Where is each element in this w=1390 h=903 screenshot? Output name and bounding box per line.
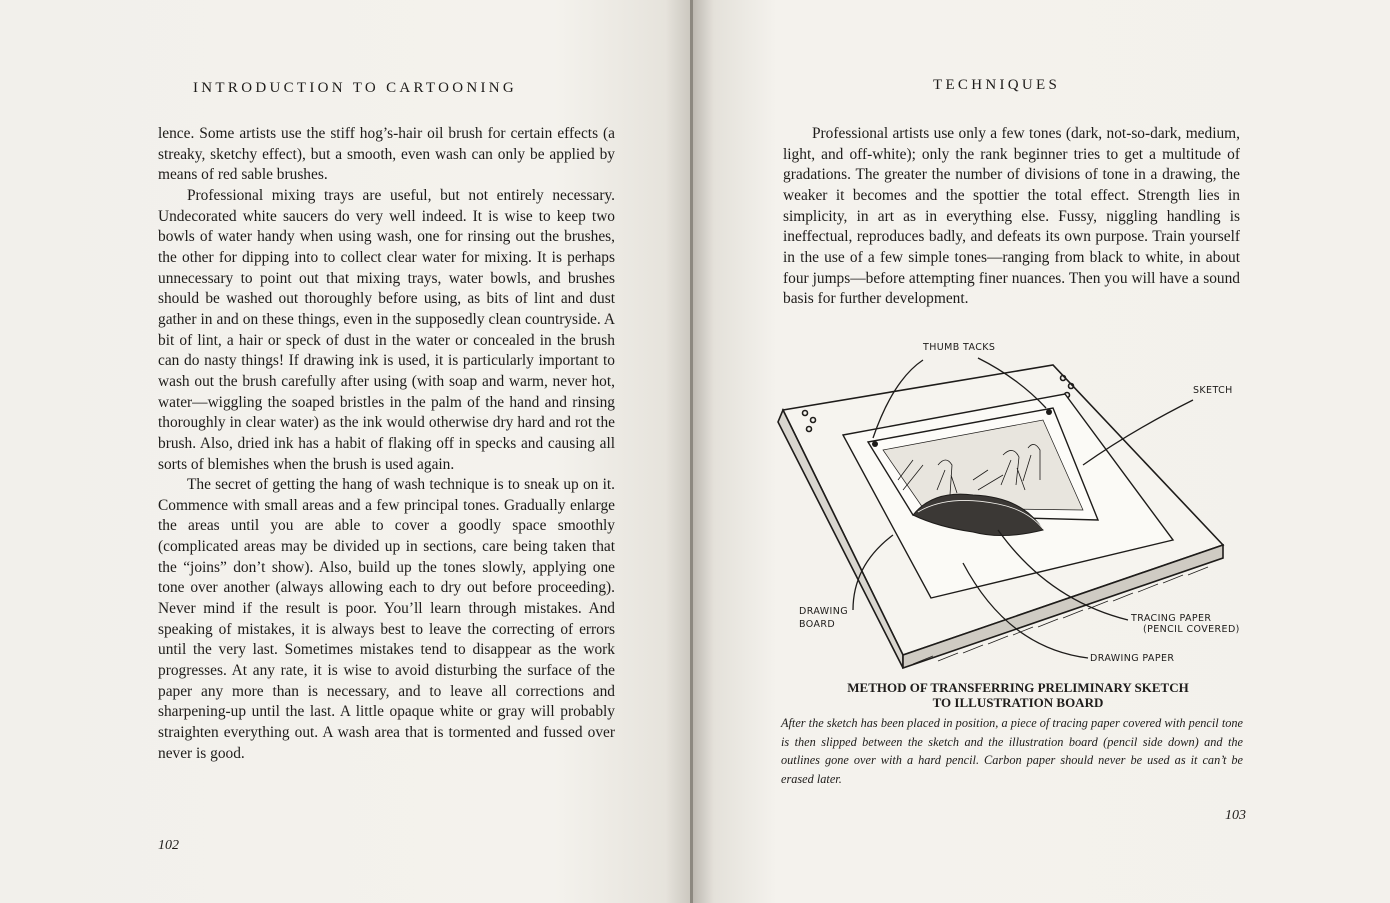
label-thumb-tacks: THUMB TACKS (923, 342, 996, 353)
label-drawing-board-line2: BOARD (799, 619, 836, 630)
illustration-drawing (773, 330, 1263, 670)
label-drawing-board-line1: DRAWING (799, 606, 848, 617)
caption-title-line2: TO ILLUSTRATION BOARD (932, 695, 1104, 710)
right-page (693, 0, 1390, 903)
figure-caption-title (793, 680, 1243, 710)
left-paragraph-1: lence. Some artists use the stiff hog’s-hair oil brush for certain effects (a streaky, sketchy effect), but a smooth, even wash can only be applied by means of red sable brushes. (158, 125, 615, 184)
right-paragraph-1: Professional artists use only a few tones (dark, not-so-dark, medium, light, and off-white); only the rank beginner tries to get a multitude of gradations. The greater the number of divisions of tone in a drawing, the weaker it becomes and the spottier the total effect. Strength lies in simplicity, in art as in everything else. Fussy, niggling handling is ineffectual, reproduces badly, and defeats its own purpose. Train yourself in the use of a few simple tones—ranging from black to white, in about four jumps—before attempting finer nuances. Then you will have a sound basis for further development. (783, 125, 1240, 308)
label-tracing-paper-line1: TRACING PAPER (1131, 613, 1212, 624)
left-paragraph-3: The secret of getting the hang of wash technique is to sneak up on it. Commence with small areas and a few principal tones. Gradually enlarge the areas until you are able to cover a goodly space smoothly (complicated areas may be divided up in sections, care being taken that the “joins” don’t show). Also, build up the tones slowly, applying one tone over another (always allowing each to dry out before proceeding). Never mind if the result is poor. You’ll learn through mistakes. And speaking of mistakes, it is always best to leave the correcting of errors until the very last. Sometimes mistakes tend to disappear as the work progresses. At any rate, it is wise to avoid disturbing the surface of the paper any more than is necessary, and to leave all corrections and sharpening-up until the last. A little opaque white or gray will probably straighten everything out. A wash area that is tormented and fussed over never is good. (158, 476, 615, 762)
left-page-number: 102 (158, 838, 179, 853)
transfer-method-illustration (773, 330, 1263, 670)
label-drawing-paper: DRAWING PAPER (1090, 653, 1175, 664)
right-body-text (783, 124, 1240, 310)
label-sketch: SKETCH (1193, 385, 1233, 396)
right-running-head: TECHNIQUES (933, 77, 1061, 93)
label-tracing-paper-line2: (PENCIL COVERED) (1143, 624, 1240, 635)
caption-title-line1: METHOD OF TRANSFERRING PRELIMINARY SKETCH (847, 680, 1189, 695)
left-running-head: INTRODUCTION TO CARTOONING (193, 80, 518, 96)
left-body-text (158, 124, 615, 764)
left-paragraph-2: Professional mixing trays are useful, but not entirely necessary. Undecorated white saucers do very well indeed. It is wise to keep two bowls of water handy when using wash, one for rinsing out the brushes, the other for dipping into to collect clear water for mixing. It is perhaps unnecessary to point out that mixing trays, water bowls, and brushes should be washed out thoroughly before using, as bits of lint and dust gather in and on these things, even in the supposedly clean countryside. A bit of lint, a hair or speck of dust in the water or concealed in the brush can do nasty things! If drawing ink is used, it is particularly important to wash out the brush carefully after using (with soap and warm, never hot, water—wiggling the soaped bristles in the palm of the hand and rinsing thoroughly in clear water) as the ink would otherwise dry hard and rot the brush. Also, dried ink has a habit of flaking off in specks and causing all sorts of blemishes when the brush is used again. (158, 186, 615, 473)
figure-caption-body: After the sketch has been placed in position, a piece of tracing paper covered with pencil tone is then slipped between the sketch and the illustration board (pencil side down) and the outlines gone over with a hard pencil. Carbon paper should never be used as it can’t be erased later. (781, 716, 1243, 786)
left-page (0, 0, 693, 903)
book-gutter (690, 0, 693, 903)
right-page-number: 103 (1225, 808, 1246, 823)
